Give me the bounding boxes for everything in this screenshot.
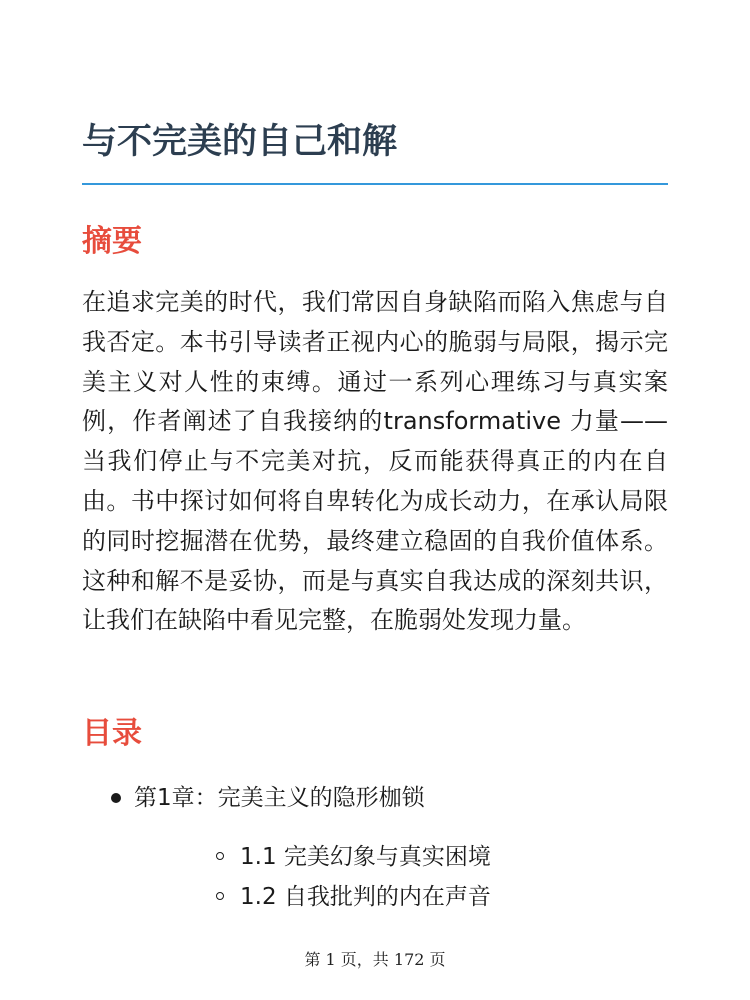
toc-section-1-1[interactable]: [134, 837, 668, 877]
bullet-circle-icon: [216, 892, 224, 900]
toc-section-label: 1.1 完美幻象与真实困境: [240, 844, 491, 870]
toc-chapter-label: 第1章：完美主义的隐形枷锁: [134, 785, 425, 811]
toc-section-1-2[interactable]: [134, 877, 668, 917]
title-divider: [82, 183, 668, 185]
bullet-disc-icon: [111, 793, 121, 803]
summary-paragraph: 在追求完美的时代，我们常因自身缺陷而陷入焦虑与自我否定。本书引导读者正视内心的脆弱与局限，揭示完美主义对人性的束缚。通过一系列心理练习与真实案例，作者阐述了自我接纳的transformative 力量——当我们停止与不完美对抗，反而能获得真正的内在自由。书中探讨如何将自卑转化为成长动力，在承认局限的同时挖掘潜在优势，最终建立稳固的自我价值体系。这种和解不是妥协，而是与真实自我达成的深刻共识，让我们在缺陷中看见完整，在脆弱处发现力量。: [82, 288, 668, 635]
toc-chapter-1-sections: [134, 837, 668, 917]
toc-heading: 目录: [82, 716, 142, 751]
toc-chapter-1[interactable]: [82, 778, 668, 917]
page-number-footer: 第 1 页，共 172 页: [304, 950, 446, 969]
summary-heading: 摘要: [82, 224, 142, 259]
table-of-contents: [82, 778, 668, 917]
document-title: 与不完美的自己和解: [82, 122, 398, 162]
bullet-circle-icon: [216, 852, 224, 860]
toc-section-label: 1.2 自我批判的内在声音: [240, 884, 491, 910]
